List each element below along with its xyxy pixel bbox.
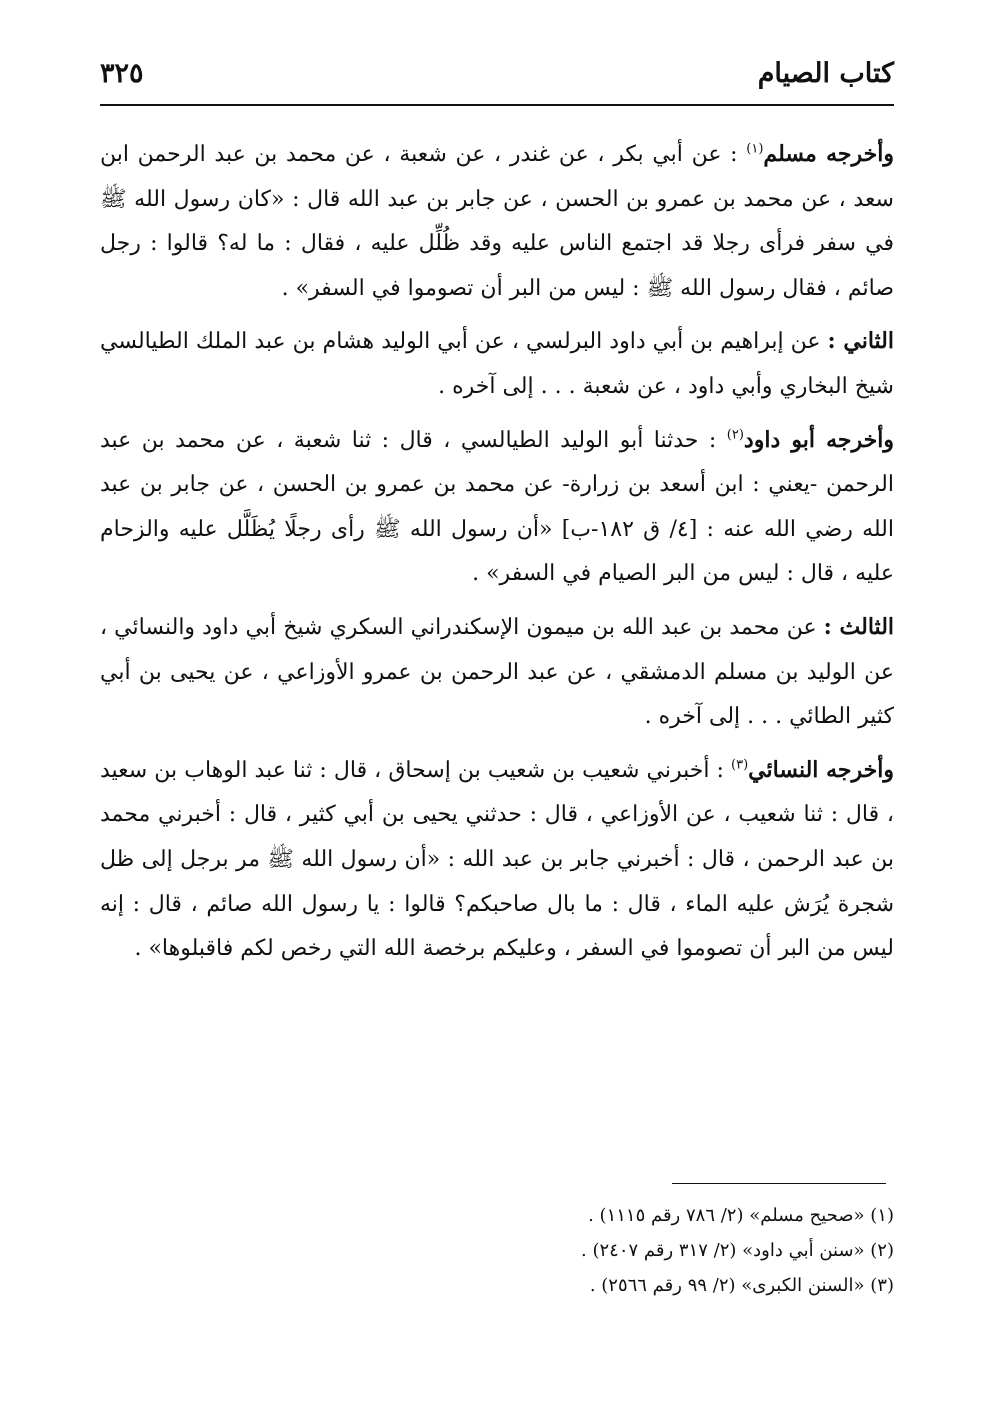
paragraph-label: وأخرجه مسلم — [763, 141, 894, 167]
paragraph-text: : حدثنا أبو الوليد الطيالسي ، قال : ثنا شعبة ، عن محمد بن عبد الرحمن -يعني : ابن أسعد بن زرارة- عن محمد بن عمرو بن الحسن ، عن جابر بن عبد الله رضي الله عنه : [٤/ ق ١٨٢-ب] «أن رسول الله ﷺ رأى رجلًا يُظَلَّل عليه والزحام عليه ، قال : ليس من البر الصيام في السفر» . — [100, 427, 894, 587]
page-header — [100, 52, 894, 108]
paragraph-label: وأخرجه أبو داود — [743, 426, 894, 453]
paragraph-muslim — [100, 132, 894, 311]
paragraph-label: الثالث : — [823, 613, 895, 640]
paragraph-label: الثاني : — [827, 328, 894, 355]
paragraph-nasai — [100, 748, 894, 972]
footnote-ref: (٢) — [726, 427, 744, 443]
paragraph-second-chain — [100, 319, 894, 409]
paragraph-abu-dawud — [100, 418, 894, 597]
footnote-2: (٢) «سنن أبي داود» (٢/ ٣١٧ رقم ٢٤٠٧) . — [581, 1240, 894, 1261]
header-rule — [100, 104, 894, 106]
footnote-ref: (٣) — [731, 757, 749, 773]
footnote-ref: (١) — [746, 141, 764, 157]
footnote-3: (٣) «السنن الكبرى» (٢/ ٩٩ رقم ٢٥٦٦) . — [589, 1275, 894, 1296]
footnotes — [100, 1198, 894, 1303]
paragraph-text: : أخبرني شعيب بن شعيب بن إسحاق ، قال : ثنا عبد الوهاب بن سعيد ، قال : ثنا شعيب ، عن الأوزاعي ، قال : حدثني يحيى بن أبي كثير ، قال : أخبرني محمد بن عبد الرحمن ، قال : أخبرني جابر بن عبد الله : «أن رسول الله ﷺ مر برجل إلى ظل شجرة يُرَش عليه الماء ، قال : ما بال صاحبكم؟ قالوا : يا رسول الله صائم ، قال : إنه ليس من البر أن تصوموا في السفر ، وعليكم برخصة الله التي رخص لكم فاقبلوها» . — [100, 757, 894, 962]
footnote-1: (١) «صحيح مسلم» (٢/ ٧٨٦ رقم ١١١٥) . — [588, 1205, 894, 1226]
paragraph-text: : عن أبي بكر ، عن غندر ، عن شعبة ، عن محمد بن عبد الرحمن ابن سعد ، عن محمد بن عمرو بن الحسن ، عن جابر بن عبد الله قال : «كان رسول الله ﷺ في سفر فرأى رجلا قد اجتمع الناس عليه وقد ظُلِّل عليه ، فقال : ما له؟ قالوا : رجل صائم ، فقال رسول الله ﷺ : ليس من البر أن تصوموا في السفر» . — [100, 142, 894, 301]
main-text — [100, 132, 894, 980]
paragraph-label: وأخرجه النسائي — [748, 756, 895, 783]
paragraph-text: عن محمد بن عبد الله بن ميمون الإسكندراني السكري شيخ أبي داود والنسائي ، عن الوليد بن مسلم الدمشقي ، عن عبد الرحمن بن عمرو الأوزاعي ، عن يحيى بن أبي كثير الطائي . . . إلى آخره . — [100, 614, 894, 730]
page-number: ٣٢٥ — [100, 58, 144, 89]
footnote-separator — [672, 1183, 886, 1184]
running-title: كتاب الصيام — [757, 58, 894, 89]
paragraph-third-chain — [100, 605, 894, 740]
paragraph-text: عن إبراهيم بن أبي داود البرلسي ، عن أبي الوليد هشام بن عبد الملك الطيالسي شيخ البخاري وأبي داود ، عن شعبة . . . إلى آخره . — [100, 329, 894, 399]
